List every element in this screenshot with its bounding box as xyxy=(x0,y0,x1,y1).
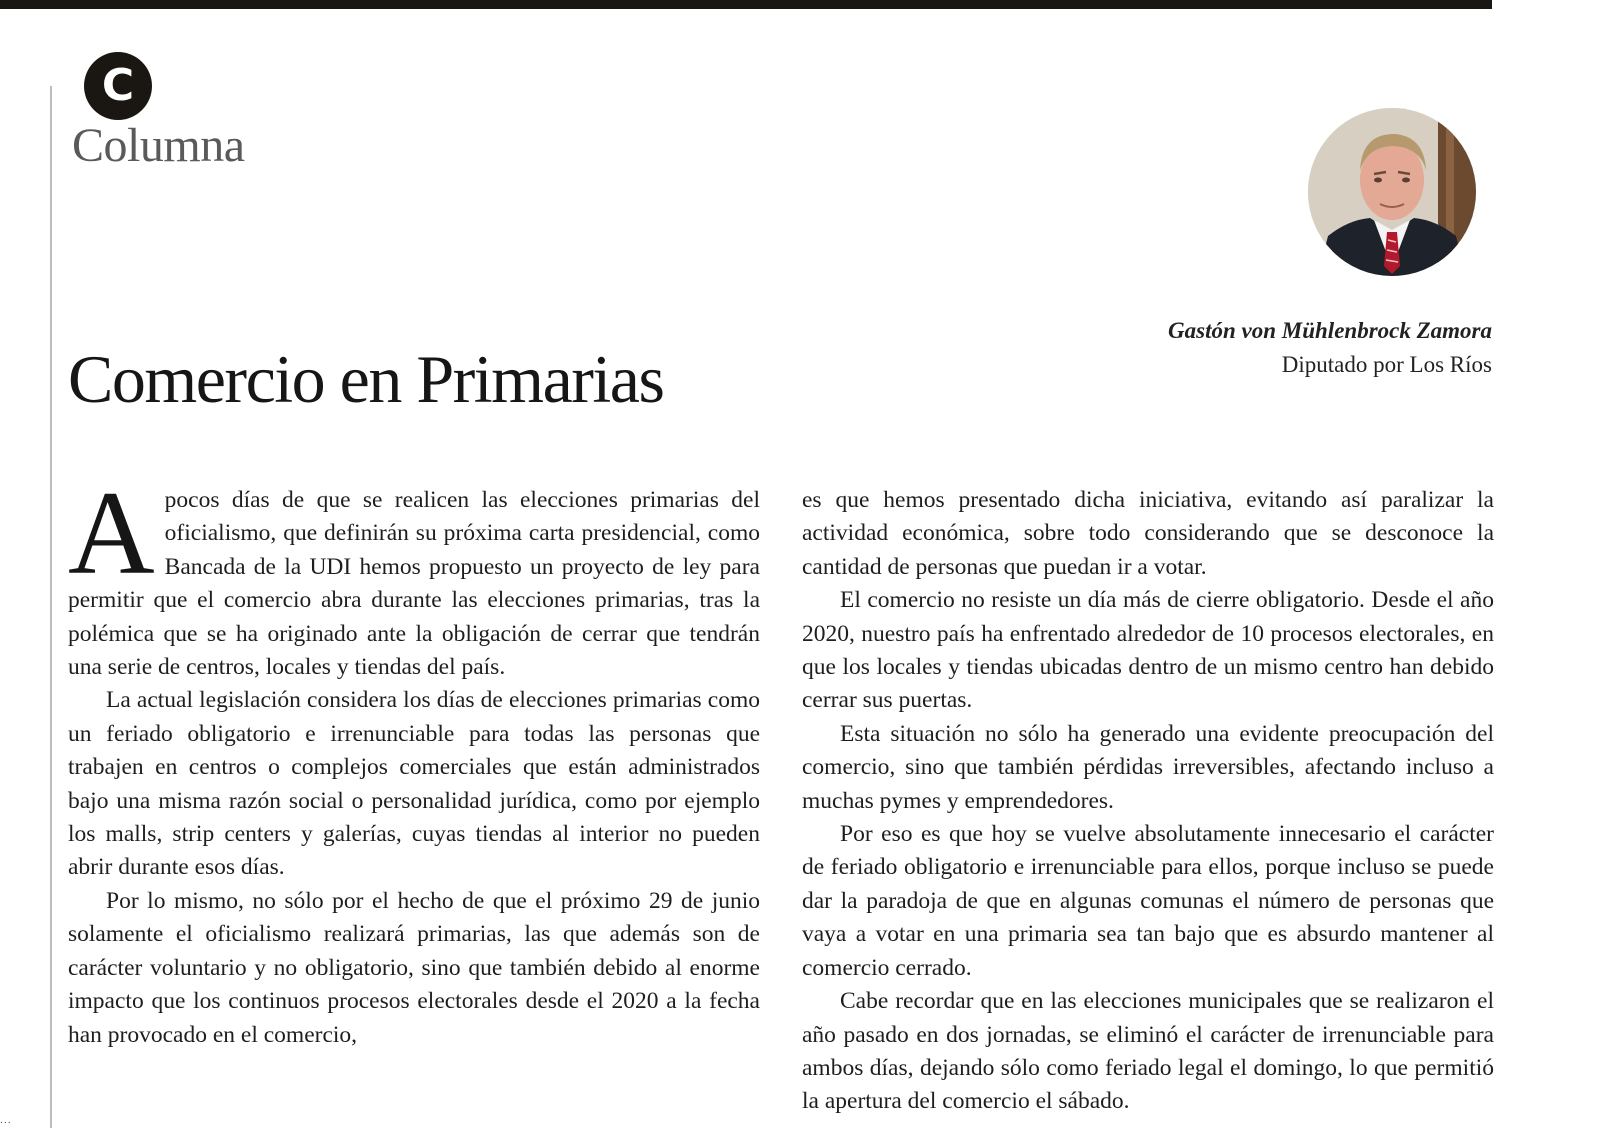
section-name: Columna xyxy=(72,119,245,172)
article-paragraph: El comercio no resiste un día más de cierre obligatorio. Desde el año 2020, nuestro país ha enfrentado alrededor de 10 procesos electorales, en que los locales y tiendas ubicadas dentro de un mismo centro han debido cerrar sus puertas. xyxy=(802,587,1494,714)
article-paragraph xyxy=(68,466,760,684)
left-rule xyxy=(50,86,52,1128)
article-paragraph: es que hemos presentado dicha iniciativa, evitando así paralizar la actividad económica, sobre todo considerando que se desconoce la cantidad de personas que puedan ir a votar. xyxy=(802,487,1494,580)
author-name: Gastón von Mühlenbrock Zamora xyxy=(1168,318,1492,343)
article-headline: Comercio en Primarias xyxy=(68,341,664,417)
article-paragraph: La actual legislación considera los días de elecciones primarias como un feriado obligatorio e irrenunciable para todas las personas que trabajen en centros o complejos comerciales que están administrados bajo una misma razón social o personalidad jurídica, como por ejemplo los malls, strip centers y galerías, cuyas tiendas al interior no pueden abrir durante esos días. xyxy=(68,687,760,881)
author-portrait-image xyxy=(1308,108,1476,276)
section-badge-icon: C xyxy=(84,52,152,120)
article-column-left xyxy=(68,466,760,1052)
article-paragraph: Esta situación no sólo ha generado una evidente preocupación del comercio, sino que también pérdidas irreversibles, afectando incluso a muchas pymes y emprendedores. xyxy=(802,720,1494,814)
article-paragraph: Cabe recordar que en las elecciones municipales que se realizaron el año pasado en dos jornadas, se eliminó el carácter de irrenunciable para ambos días, dejando sólo como feriado legal el domingo, lo que permitió la apertura del comercio el sábado. xyxy=(802,988,1494,1115)
author-role: Diputado por Los Ríos xyxy=(1281,352,1492,377)
top-rule xyxy=(0,0,1492,9)
article-paragraph: Por lo mismo, no sólo por el hecho de que el próximo 29 de junio solamente el oficialismo realizará primarias, las que además son de carácter voluntario y no obligatorio, sino que también debido al enorme impacto que los continuos procesos electorales desde el 2020 a la fecha han provocado en el comercio, xyxy=(68,887,760,1048)
article-column-right xyxy=(802,484,1494,1119)
article-paragraph: Por eso es que hoy se vuelve absolutamente innecesario el carácter de feriado obligatorio e irrenunciable para ellos, porque incluso se puede dar la paradoja de que en algunas comunas el número de personas que vaya a votar en una primaria sea tan bajo que es absurdo mantener al comercio cerrado. xyxy=(802,821,1494,981)
paragraph-text: pocos días de que se realicen las elecciones primarias del oficialismo, que definirán su próxima carta presidencial, como Bancada de la UDI hemos propuesto un proyecto de ley para permitir que el comercio abra durante las elecciones primarias, tras la polémica que se ha originado ante la obligación de cerrar que tendrán una serie de centros, locales y tiendas del país. xyxy=(68,487,760,681)
author-photo xyxy=(1308,108,1476,276)
drop-cap: A xyxy=(68,466,155,599)
corner-mark: ... xyxy=(0,1116,12,1126)
